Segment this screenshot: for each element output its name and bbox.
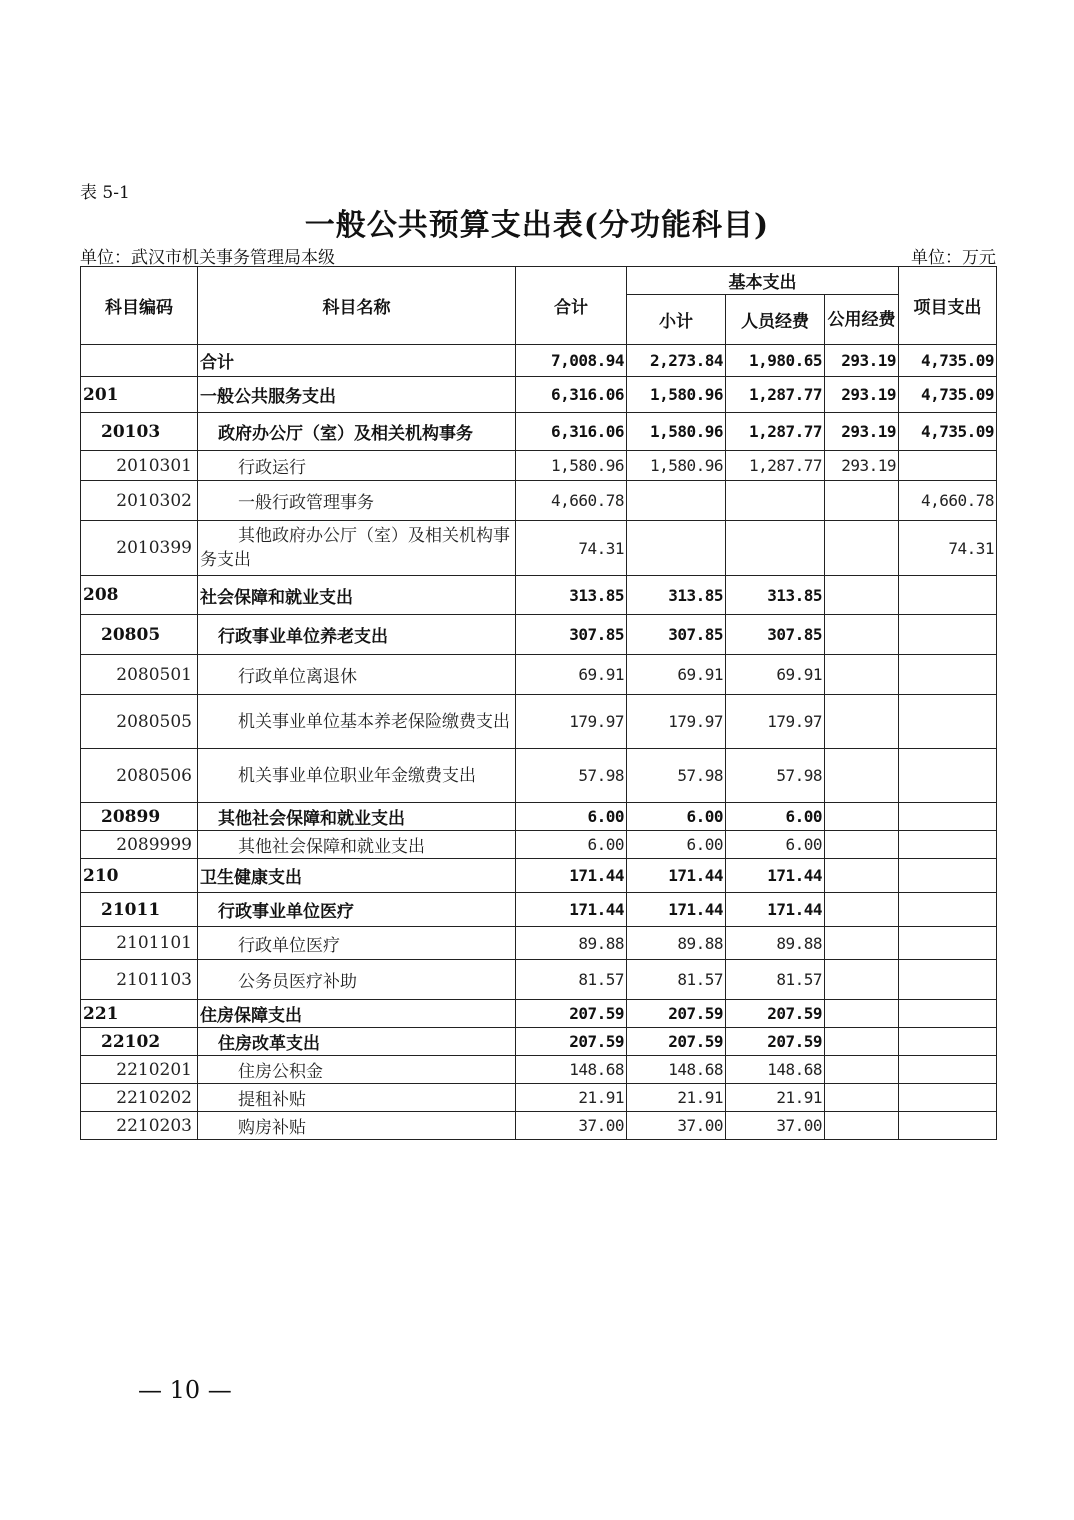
cell-personnel: 207.59: [726, 1000, 825, 1028]
cell-name: 卫生健康支出: [198, 859, 516, 893]
table-row: [81, 1084, 997, 1112]
cell-name: 机关事业单位职业年金缴费支出: [198, 749, 516, 803]
cell-personnel: 313.85: [726, 576, 825, 615]
cell-total: 7,008.94: [516, 345, 627, 377]
unit-organization: 单位：武汉市机关事务管理局本级: [80, 248, 335, 268]
cell-project: [899, 1084, 997, 1112]
header-project: 项目支出: [899, 267, 997, 345]
cell-name: 其他社会保障和就业支出: [198, 803, 516, 831]
cell-public: [825, 521, 899, 576]
cell-subtotal: 1,580.96: [627, 413, 726, 451]
cell-public: [825, 615, 899, 655]
cell-project: [899, 1000, 997, 1028]
cell-subtotal: 89.88: [627, 927, 726, 960]
cell-personnel: 1,287.77: [726, 377, 825, 413]
cell-personnel: 307.85: [726, 615, 825, 655]
cell-total: 207.59: [516, 1028, 627, 1056]
cell-code: 2080501: [81, 655, 198, 695]
cell-total: 21.91: [516, 1084, 627, 1112]
cell-subtotal: [627, 481, 726, 521]
cell-name: 住房改革支出: [198, 1028, 516, 1056]
page-title: 一般公共预算支出表(分功能科目): [304, 208, 770, 243]
cell-project: [899, 576, 997, 615]
cell-code: 20103: [81, 413, 198, 451]
unit-currency: 单位：万元: [911, 248, 996, 268]
cell-subtotal: 1,580.96: [627, 377, 726, 413]
table-row: [81, 345, 997, 377]
cell-subtotal: 313.85: [627, 576, 726, 615]
cell-name: 一般公共服务支出: [198, 377, 516, 413]
cell-project: [899, 451, 997, 481]
header-subtotal: 小计: [627, 295, 726, 345]
cell-subtotal: 179.97: [627, 695, 726, 749]
table-row: [81, 749, 997, 803]
cell-personnel: 37.00: [726, 1112, 825, 1140]
cell-personnel: 171.44: [726, 893, 825, 927]
cell-public: [825, 695, 899, 749]
cell-total: 179.97: [516, 695, 627, 749]
cell-name: 行政运行: [198, 451, 516, 481]
cell-project: [899, 927, 997, 960]
cell-total: 69.91: [516, 655, 627, 695]
cell-total: 89.88: [516, 927, 627, 960]
table-row: [81, 803, 997, 831]
cell-code: 2080505: [81, 695, 198, 749]
cell-name: 公务员医疗补助: [198, 960, 516, 1000]
cell-subtotal: 69.91: [627, 655, 726, 695]
cell-code: 2101101: [81, 927, 198, 960]
cell-total: 74.31: [516, 521, 627, 576]
cell-public: [825, 831, 899, 859]
cell-code: 2210203: [81, 1112, 198, 1140]
header-total: 合计: [516, 267, 627, 345]
cell-code: 20805: [81, 615, 198, 655]
cell-project: [899, 859, 997, 893]
cell-public: [825, 576, 899, 615]
cell-public: [825, 481, 899, 521]
cell-name: 合计: [198, 345, 516, 377]
table-row: [81, 927, 997, 960]
cell-personnel: 69.91: [726, 655, 825, 695]
table-row: [81, 695, 997, 749]
cell-personnel: 6.00: [726, 803, 825, 831]
cell-subtotal: 307.85: [627, 615, 726, 655]
cell-name: 行政事业单位养老支出: [198, 615, 516, 655]
table-row: [81, 413, 997, 451]
table-row: [81, 1112, 997, 1140]
cell-project: 4,735.09: [899, 377, 997, 413]
cell-public: [825, 1084, 899, 1112]
cell-personnel: 21.91: [726, 1084, 825, 1112]
header-personnel: 人员经费: [726, 295, 825, 345]
cell-code: 2210202: [81, 1084, 198, 1112]
header-public: 公用经费: [825, 295, 899, 345]
cell-public: [825, 1056, 899, 1084]
cell-name: 住房公积金: [198, 1056, 516, 1084]
cell-public: 293.19: [825, 345, 899, 377]
header-basic: 基本支出: [627, 267, 899, 295]
table-row: [81, 1000, 997, 1028]
table-row: [81, 576, 997, 615]
cell-total: 171.44: [516, 893, 627, 927]
cell-subtotal: 6.00: [627, 831, 726, 859]
cell-project: 4,660.78: [899, 481, 997, 521]
cell-code: 201: [81, 377, 198, 413]
cell-public: [825, 859, 899, 893]
cell-total: 313.85: [516, 576, 627, 615]
cell-total: 171.44: [516, 859, 627, 893]
cell-personnel: 89.88: [726, 927, 825, 960]
cell-public: [825, 1112, 899, 1140]
cell-project: [899, 749, 997, 803]
cell-code: 208: [81, 576, 198, 615]
header-code: 科目编码: [81, 267, 198, 345]
table-row: [81, 655, 997, 695]
cell-name: 一般行政管理事务: [198, 481, 516, 521]
cell-subtotal: 6.00: [627, 803, 726, 831]
cell-project: [899, 655, 997, 695]
cell-code: 2089999: [81, 831, 198, 859]
cell-name: 机关事业单位基本养老保险缴费支出: [198, 695, 516, 749]
table-row: [81, 481, 997, 521]
cell-subtotal: [627, 521, 726, 576]
cell-personnel: 6.00: [726, 831, 825, 859]
cell-total: 81.57: [516, 960, 627, 1000]
cell-public: [825, 1000, 899, 1028]
table-number: 表 5-1: [80, 183, 130, 203]
cell-subtotal: 207.59: [627, 1000, 726, 1028]
cell-code: 2010301: [81, 451, 198, 481]
cell-total: 57.98: [516, 749, 627, 803]
cell-personnel: [726, 481, 825, 521]
cell-personnel: 1,980.65: [726, 345, 825, 377]
table-row: [81, 1028, 997, 1056]
cell-total: 148.68: [516, 1056, 627, 1084]
cell-project: [899, 960, 997, 1000]
cell-code: 2101103: [81, 960, 198, 1000]
cell-code: 21011: [81, 893, 198, 927]
cell-name: 其他社会保障和就业支出: [198, 831, 516, 859]
cell-public: 293.19: [825, 377, 899, 413]
cell-total: 1,580.96: [516, 451, 627, 481]
table-row: [81, 960, 997, 1000]
cell-project: 4,735.09: [899, 345, 997, 377]
cell-subtotal: 171.44: [627, 893, 726, 927]
cell-subtotal: 148.68: [627, 1056, 726, 1084]
cell-public: [825, 960, 899, 1000]
table-row: [81, 859, 997, 893]
cell-public: [825, 927, 899, 960]
table-row: [81, 377, 997, 413]
table-row: [81, 831, 997, 859]
table-row: [81, 451, 997, 481]
cell-code: 2010302: [81, 481, 198, 521]
cell-public: 293.19: [825, 451, 899, 481]
cell-personnel: 1,287.77: [726, 451, 825, 481]
cell-subtotal: 171.44: [627, 859, 726, 893]
cell-public: [825, 1028, 899, 1056]
cell-project: [899, 1056, 997, 1084]
budget-table: [80, 266, 997, 1140]
cell-total: 307.85: [516, 615, 627, 655]
cell-personnel: 171.44: [726, 859, 825, 893]
cell-project: 4,735.09: [899, 413, 997, 451]
cell-project: [899, 695, 997, 749]
cell-personnel: [726, 521, 825, 576]
cell-code: 2010399: [81, 521, 198, 576]
page-number: — 10 —: [138, 1376, 232, 1404]
cell-personnel: 57.98: [726, 749, 825, 803]
cell-public: [825, 803, 899, 831]
cell-project: [899, 893, 997, 927]
cell-project: [899, 615, 997, 655]
cell-subtotal: 21.91: [627, 1084, 726, 1112]
cell-name: 社会保障和就业支出: [198, 576, 516, 615]
cell-code: 20899: [81, 803, 198, 831]
cell-public: [825, 893, 899, 927]
cell-public: [825, 749, 899, 803]
cell-name: 住房保障支出: [198, 1000, 516, 1028]
cell-name: 提租补贴: [198, 1084, 516, 1112]
cell-code: 210: [81, 859, 198, 893]
cell-project: [899, 803, 997, 831]
table-row: [81, 521, 997, 576]
cell-subtotal: 207.59: [627, 1028, 726, 1056]
cell-name: 行政单位医疗: [198, 927, 516, 960]
cell-code: 2210201: [81, 1056, 198, 1084]
cell-code: 22102: [81, 1028, 198, 1056]
table-row: [81, 1056, 997, 1084]
cell-code: [81, 345, 198, 377]
cell-personnel: 148.68: [726, 1056, 825, 1084]
cell-total: 6.00: [516, 831, 627, 859]
header-name: 科目名称: [198, 267, 516, 345]
cell-project: [899, 831, 997, 859]
table-row: [81, 893, 997, 927]
cell-name: 行政单位离退休: [198, 655, 516, 695]
cell-personnel: 1,287.77: [726, 413, 825, 451]
cell-name: 政府办公厅（室）及相关机构事务: [198, 413, 516, 451]
cell-name: 购房补贴: [198, 1112, 516, 1140]
table-row: [81, 615, 997, 655]
cell-project: 74.31: [899, 521, 997, 576]
cell-total: 6,316.06: [516, 377, 627, 413]
cell-project: [899, 1028, 997, 1056]
cell-total: 207.59: [516, 1000, 627, 1028]
cell-subtotal: 1,580.96: [627, 451, 726, 481]
cell-code: 221: [81, 1000, 198, 1028]
cell-code: 2080506: [81, 749, 198, 803]
cell-subtotal: 37.00: [627, 1112, 726, 1140]
cell-personnel: 207.59: [726, 1028, 825, 1056]
cell-project: [899, 1112, 997, 1140]
cell-public: 293.19: [825, 413, 899, 451]
cell-personnel: 179.97: [726, 695, 825, 749]
cell-name: 行政事业单位医疗: [198, 893, 516, 927]
cell-total: 4,660.78: [516, 481, 627, 521]
cell-total: 37.00: [516, 1112, 627, 1140]
cell-personnel: 81.57: [726, 960, 825, 1000]
cell-subtotal: 57.98: [627, 749, 726, 803]
cell-total: 6.00: [516, 803, 627, 831]
cell-subtotal: 2,273.84: [627, 345, 726, 377]
cell-subtotal: 81.57: [627, 960, 726, 1000]
cell-total: 6,316.06: [516, 413, 627, 451]
cell-public: [825, 655, 899, 695]
cell-name: 其他政府办公厅（室）及相关机构事务支出: [198, 521, 516, 576]
